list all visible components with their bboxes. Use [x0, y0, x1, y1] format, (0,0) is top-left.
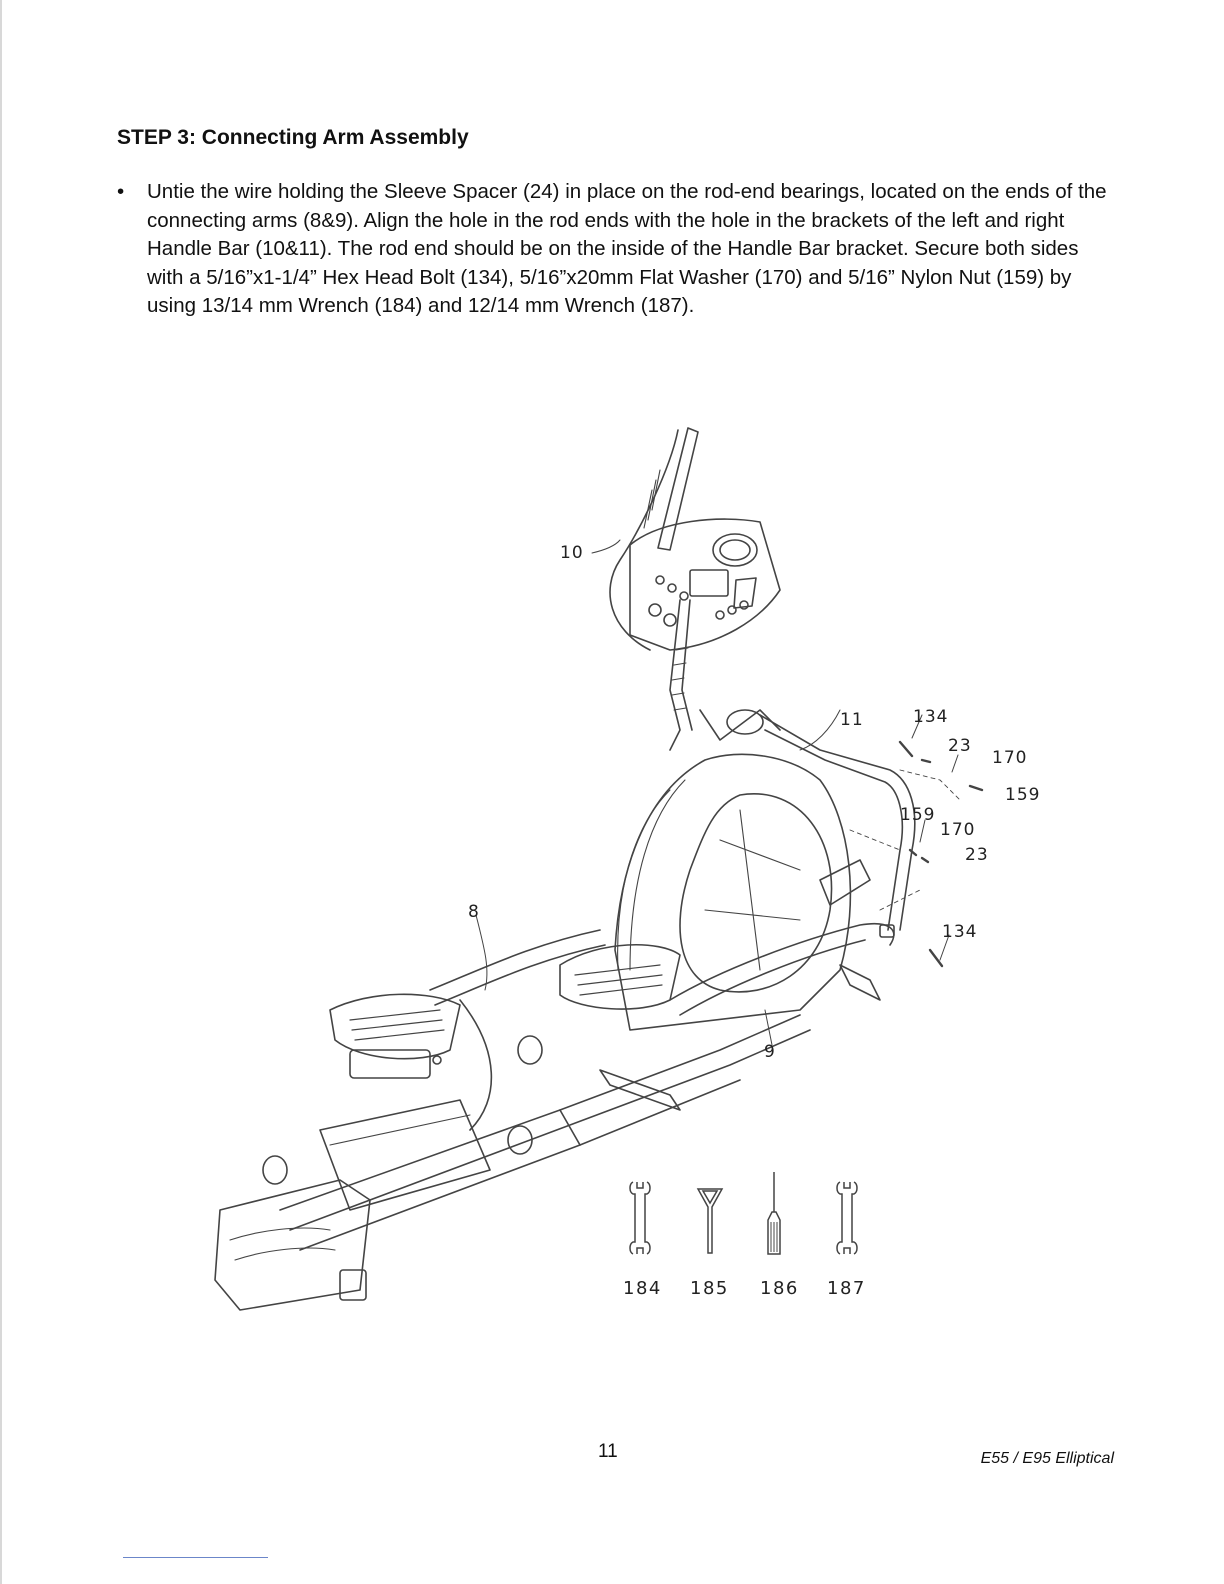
callout-159-upper: 159 [1005, 785, 1041, 805]
allen-key-185-icon [695, 1185, 725, 1255]
callout-10: 10 [560, 543, 584, 563]
callout-170-upper: 170 [992, 748, 1028, 768]
step-title: STEP 3: Connecting Arm Assembly [117, 126, 469, 149]
page-number: 11 [598, 1441, 618, 1462]
callout-23-lower: 23 [965, 845, 989, 865]
callout-11: 11 [840, 710, 864, 730]
callout-134-lower: 134 [942, 922, 978, 942]
bullet-icon: • [117, 180, 125, 203]
footer-product-title: E55 / E95 Elliptical [980, 1450, 1114, 1467]
wrench-187-icon [832, 1178, 862, 1258]
callout-9: 9 [764, 1042, 776, 1062]
tool-label-184: 184 [623, 1278, 662, 1299]
bottom-edge-line [123, 1557, 268, 1558]
callout-170-lower: 170 [940, 820, 976, 840]
tool-label-185: 185 [690, 1278, 729, 1299]
callout-8: 8 [468, 902, 480, 922]
callout-134-upper: 134 [913, 707, 949, 727]
assembly-diagram [200, 410, 1080, 1330]
instruction-text: Untie the wire holding the Sleeve Spacer (24) in place on the rod-end bearings, located on the ends of the connecting arms (8&9). Align the hole in the rod ends with the hole in the brackets of the left and right Handle Bar (10&11). The rod end should be on the inside of the Handle Bar bracket. Secure both sides with a 5/16”x1-1/4” Hex Head Bolt (134), 5/16”x20mm Flat Washer (170) and 5/16” Nylon Nut (159) by using 13/14 mm Wrench (184) and 12/14 mm Wrench (187). [147, 180, 1107, 317]
page-left-border [0, 0, 2, 1584]
instruction-list [117, 178, 1117, 321]
wrench-184-icon [625, 1178, 655, 1258]
callout-159-lower: 159 [900, 805, 936, 825]
instruction-item [117, 178, 1117, 321]
tool-label-186: 186 [760, 1278, 799, 1299]
tool-label-187: 187 [827, 1278, 866, 1299]
screwdriver-186-icon [762, 1170, 786, 1260]
callout-23-upper: 23 [948, 736, 972, 756]
